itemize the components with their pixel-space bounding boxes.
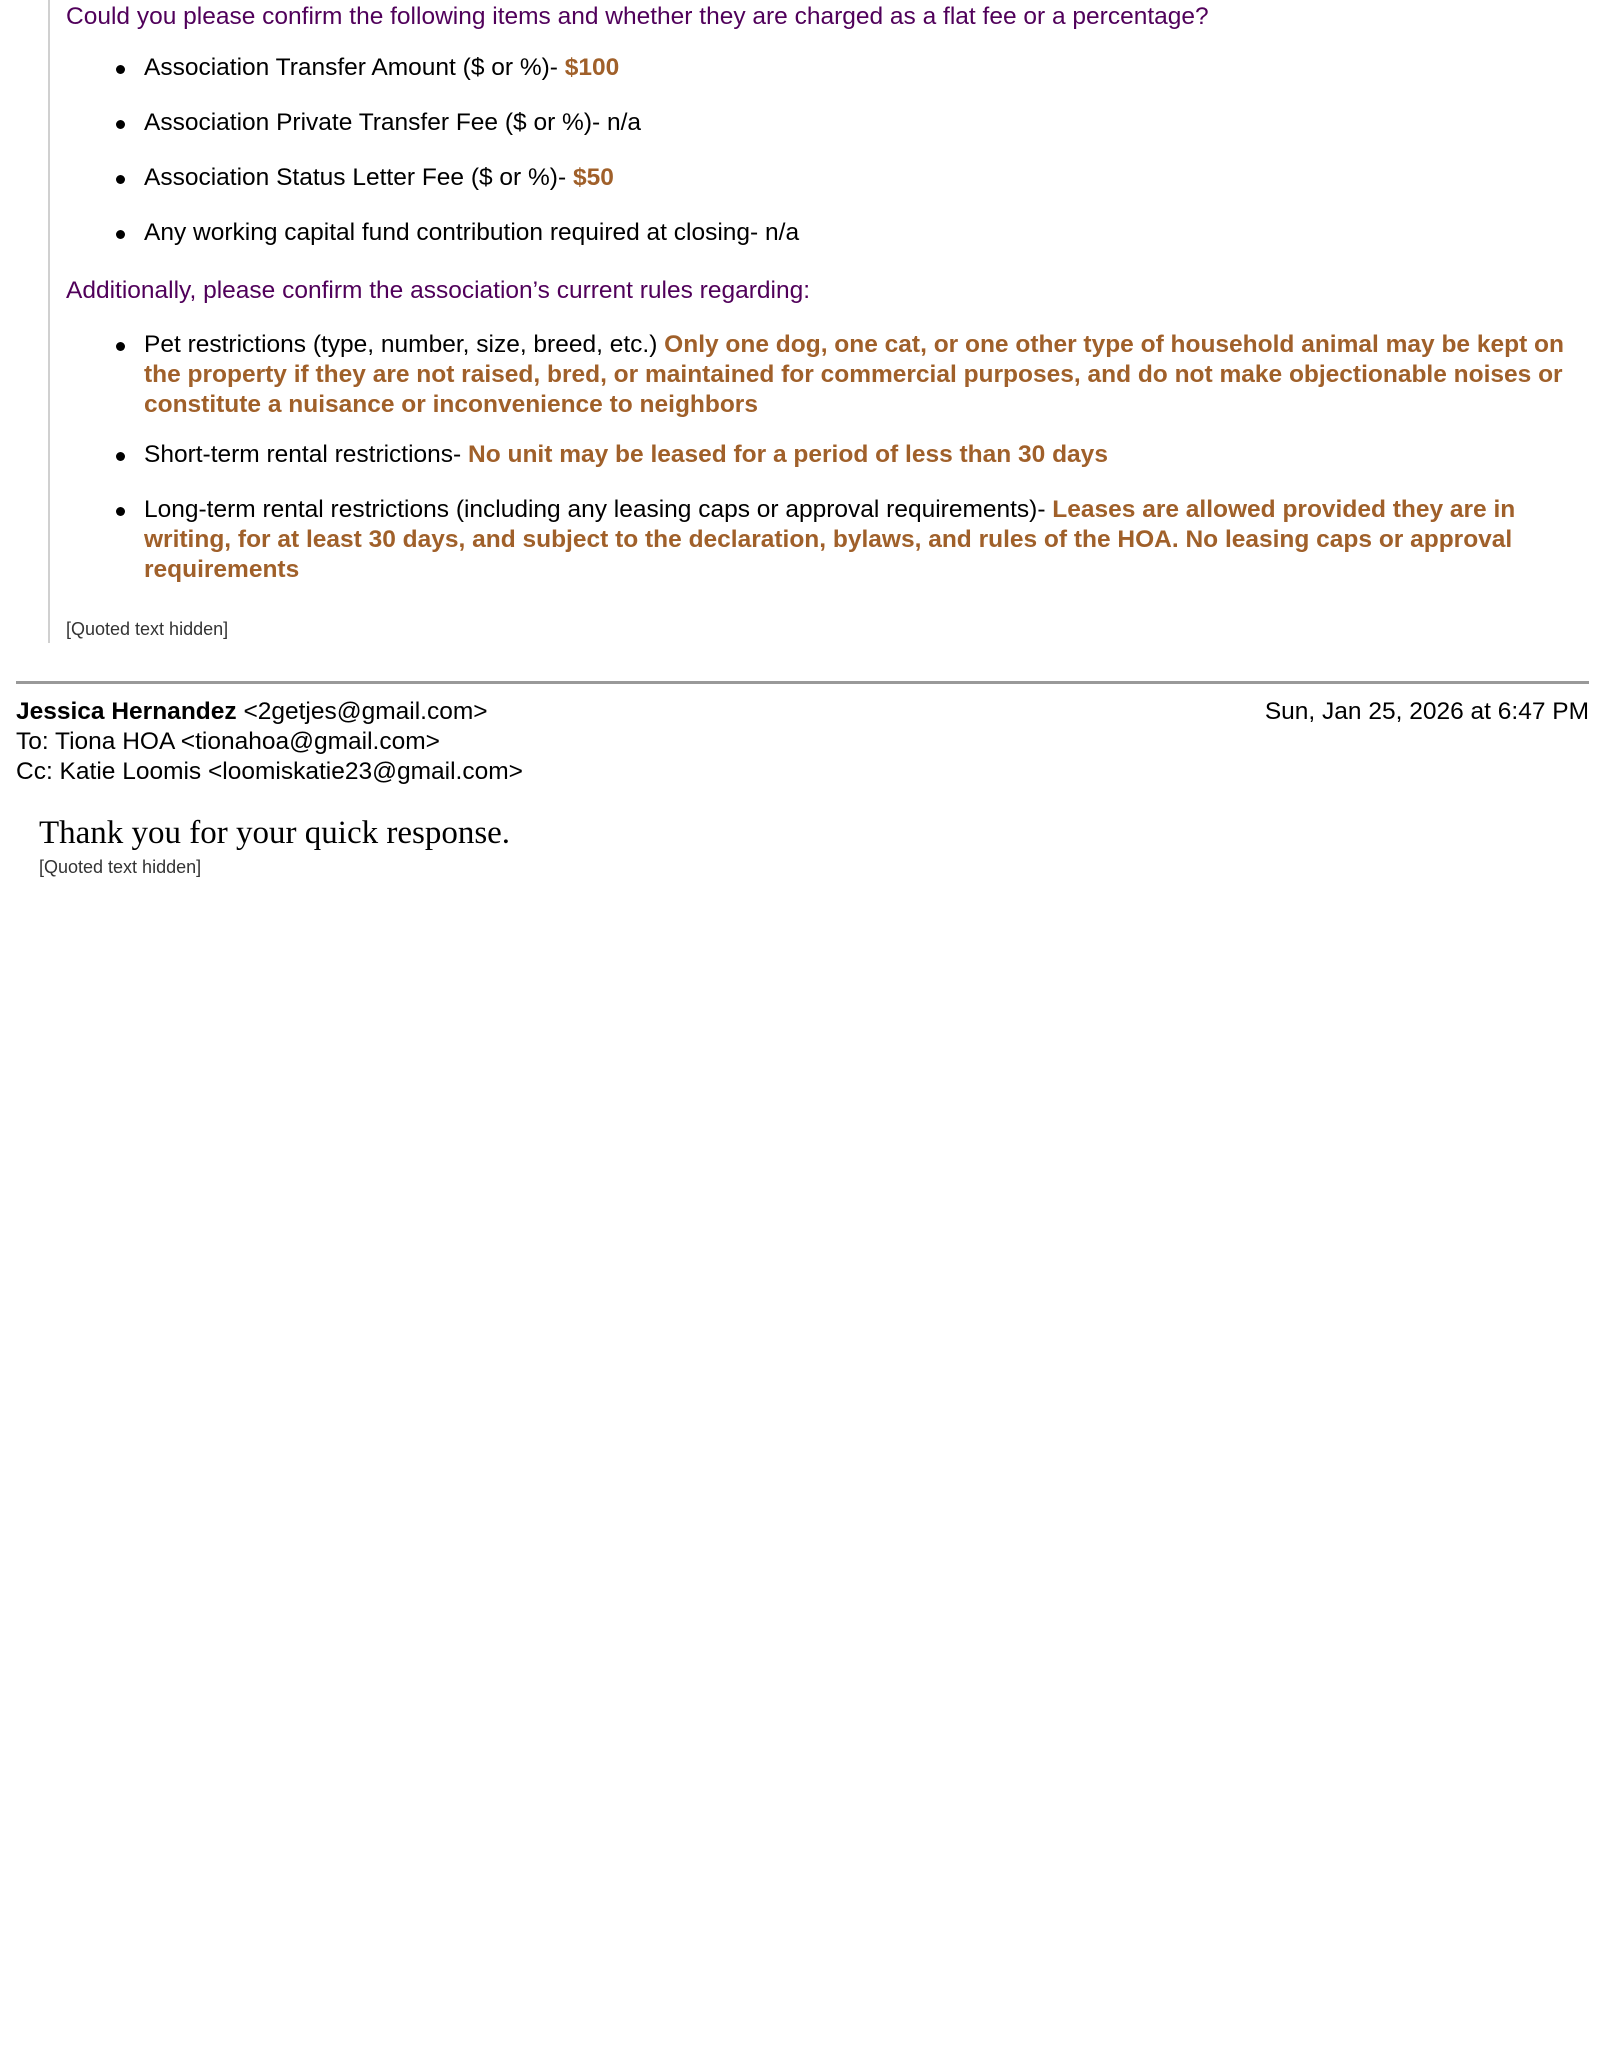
list-item: Any working capital fund contribution required at closing- n/a (50, 218, 1570, 273)
message-header (16, 697, 1589, 787)
message-body (39, 813, 510, 878)
list-item: Association Status Letter Fee ($ or %)- $50 (50, 163, 1570, 218)
recipient-to: To: Tiona HOA <tionahoa@gmail.com> (16, 728, 440, 755)
recipient-cc: Cc: Katie Loomis <loomiskatie23@gmail.com> (16, 758, 523, 785)
list-item: Long-term rental restrictions (including any leasing caps or approval requirements)- Leases are allowed provided they are in writing, for at least 30 days, and subject to the declaration, bylaws, and rules of the HOA. No leasing caps or approval requirements (50, 495, 1570, 585)
quoted-message (48, 0, 1588, 643)
sender-email: <2getjes@gmail.com> (243, 698, 488, 725)
rules-intro: Additionally, please confirm the association’s current rules regarding: (66, 277, 811, 304)
fees-list (50, 53, 1570, 273)
list-item: Short-term rental restrictions- No unit may be leased for a period of less than 30 days (50, 440, 1570, 495)
bullet-icon (116, 175, 125, 184)
list-item: Association Private Transfer Fee ($ or %)- n/a (50, 108, 1570, 163)
bullet-icon (116, 507, 125, 516)
list-item: Pet restrictions (type, number, size, breed, etc.) Only one dog, one cat, or one other type of household animal may be kept on the property if they are not raised, bred, or maintained for commercial purposes, and do not make objectionable noises or constitute a nuisance or inconvenience to neighbors (50, 330, 1570, 440)
bullet-icon (116, 230, 125, 239)
bullet-icon (116, 120, 125, 129)
bullet-icon (116, 452, 125, 461)
rules-list (50, 330, 1570, 585)
quoted-text-hidden-link[interactable]: [Quoted text hidden] (66, 619, 229, 639)
bullet-icon (116, 65, 125, 74)
quoted-intro: Could you please confirm the following items and whether they are charged as a flat fee or a percentage? (66, 3, 1209, 30)
message-divider (16, 681, 1589, 684)
sender-name: Jessica Hernandez (16, 698, 237, 725)
message-date: Sun, Jan 25, 2026 at 6:47 PM (1264, 698, 1589, 725)
quoted-text-hidden-link[interactable]: [Quoted text hidden] (39, 857, 202, 877)
list-item: Association Transfer Amount ($ or %)- $100 (50, 53, 1570, 108)
bullet-icon (116, 342, 125, 351)
message-body-text: Thank you for your quick response. (39, 815, 511, 851)
